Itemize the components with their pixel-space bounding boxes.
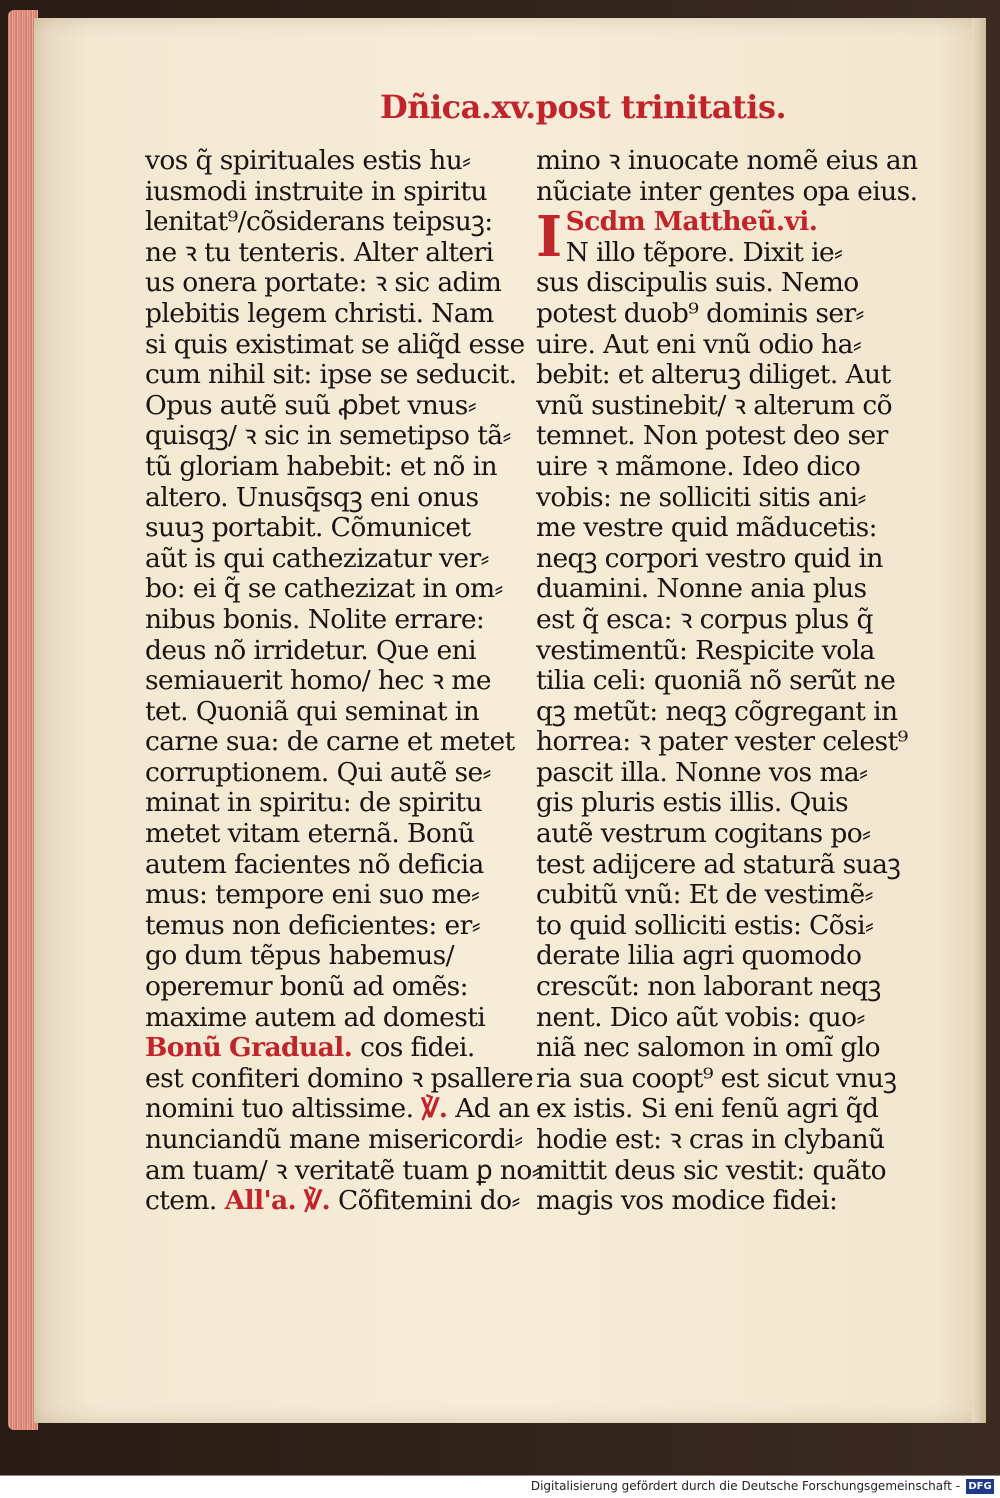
line-text: gis pluris estis illis. Quis <box>536 787 848 819</box>
text-line <box>536 268 876 299</box>
text-line <box>145 391 485 422</box>
line-text: pascit illa. Nonne vos ma⸗ <box>536 756 868 788</box>
line-text: autem facientes nõ deficia <box>145 848 484 880</box>
text-line <box>536 483 876 514</box>
line-text: mino ꝛ inuocate nomẽ eius an <box>536 145 918 176</box>
text-line <box>536 971 881 1003</box>
line-text: vestimentũ: Respicite vola <box>536 634 875 666</box>
line-text: Ad an <box>455 1093 530 1125</box>
digitization-footer <box>0 1475 1000 1498</box>
text-line <box>536 1003 876 1034</box>
line-text: me vestre quid mãducetis: <box>536 512 877 544</box>
line-text: cubitũ vnũ: Et de vestimẽ⸗ <box>536 879 873 911</box>
text-line <box>145 911 485 942</box>
line-text: niã nec salomon in omĩ glo <box>536 1032 880 1064</box>
line-text: cum nihil sit: ipse se seducit. <box>145 359 517 391</box>
line-text: semiauerit homo/ hec ꝛ me <box>145 665 491 697</box>
line-text: cos fidei. <box>360 1032 475 1064</box>
line-text: ria sua coopt⁹ est sicut vnuꝫ <box>536 1062 897 1094</box>
text-line <box>536 238 876 269</box>
text-line <box>145 726 515 758</box>
text-line <box>145 483 485 514</box>
footer-credit: Digitalisierung gefördert durch die Deutsche Forschungsgemeinschaft - <box>530 1479 960 1493</box>
line-text: nibus bonis. Nolite errare: <box>145 603 485 635</box>
text-line <box>145 297 494 330</box>
line-text: autẽ vestrum cogitans po⸗ <box>536 818 871 850</box>
text-line <box>536 452 876 483</box>
line-text: est q̃ esca: ꝛ corpus plus q̃ <box>536 603 873 635</box>
text-line <box>145 665 491 697</box>
text-line <box>536 848 901 881</box>
line-text: nent. Dico aũt vobis: quo⸗ <box>536 1001 865 1033</box>
text-line <box>145 206 493 238</box>
text-line <box>536 389 892 422</box>
line-text: ne ꝛ tu tenteris. Alter alteri <box>145 236 494 268</box>
text-line <box>145 146 485 177</box>
line-text: mittit deus sic vestit: quãto <box>536 1154 886 1186</box>
text-line <box>145 450 497 483</box>
line-text: nomini tuo altissime. <box>145 1093 414 1125</box>
text-line <box>145 267 502 299</box>
text-line <box>536 941 876 972</box>
text-line <box>536 1186 876 1217</box>
line-text: lenitat⁹/cõsiderans teipsuꝫ: <box>145 206 493 238</box>
line-text: horrea: ꝛ pater vester celest⁹ <box>536 726 908 758</box>
line-text: est confiteri domino ꝛ psallere <box>145 1062 534 1094</box>
line-text: tilia celi: quoniã nõ serũt ne <box>536 665 896 697</box>
line-text: quisqꝫ/ ꝛ sic in semetipso tã⸗ <box>145 420 511 452</box>
line-text: iusmodi instruite in spiritu <box>145 175 487 207</box>
line-text: maxime autem ad domesti <box>145 1001 486 1033</box>
line-text: corruptionem. Qui autẽ se⸗ <box>145 756 491 788</box>
text-line <box>145 573 503 605</box>
line-text: uire. Aut eni vnũ odio ha⸗ <box>536 328 862 360</box>
right-text-column <box>536 145 918 1217</box>
line-text: sus discipulis suis. Nemo <box>536 267 859 299</box>
line-text: deus nõ irridetur. Que eni <box>145 634 476 666</box>
line-text: uire ꝛ mãmone. Ideo dico <box>536 450 861 482</box>
line-text: duamini. Nonne ania plus <box>536 573 867 605</box>
line-text: qꝫ metũt: neqꝫ cõgregant in <box>536 695 898 727</box>
rubric-text: ℣. <box>304 1185 331 1217</box>
line-text: crescũt: non laborant neqꝫ <box>536 971 881 1003</box>
text-line <box>145 1185 520 1217</box>
rubric-text: Bonũ <box>145 1032 222 1064</box>
rubric-text: All'a. <box>224 1185 297 1217</box>
line-text: test adijcere ad staturã suaꝫ <box>536 848 901 880</box>
text-line <box>536 1124 885 1156</box>
text-line <box>145 850 485 881</box>
line-text: operemur bonũ ad omẽs: <box>145 971 468 1003</box>
text-line <box>145 513 485 544</box>
text-line <box>536 330 876 361</box>
text-line <box>536 574 876 605</box>
text-line <box>145 420 511 452</box>
text-line <box>536 359 891 391</box>
text-line <box>145 756 491 789</box>
line-text: tet. Quoniã qui seminat in <box>145 695 480 727</box>
text-line <box>536 665 896 697</box>
text-line <box>145 941 485 972</box>
line-text: ctem. <box>145 1185 217 1217</box>
text-line <box>536 1093 879 1125</box>
rubric-text: Scdm Mattheũ.vi. <box>565 206 818 238</box>
line-text: derate lilia agri quomodo <box>536 940 862 972</box>
text-line <box>145 542 489 575</box>
initial-letter: I <box>536 204 562 271</box>
line-text: bo: ei q̃ se cathezizat in om⸗ <box>145 573 503 605</box>
text-line <box>145 1093 530 1125</box>
text-line <box>145 819 485 850</box>
line-text: Opus autẽ suũ ꝓbet vnus⸗ <box>145 389 476 421</box>
line-text: neqꝫ corpori vestro quid in <box>536 542 883 574</box>
text-line <box>145 697 485 728</box>
text-line <box>536 145 918 177</box>
line-text: go dum tẽpus habemus/ <box>145 940 454 972</box>
text-line <box>145 636 485 667</box>
text-line <box>536 880 876 911</box>
text-line <box>145 328 525 361</box>
line-text: tũ gloriam habebit: et nõ in <box>145 450 497 482</box>
line-text: to quid solliciti estis: Cõsi⸗ <box>536 909 874 941</box>
left-text-column <box>145 145 540 1217</box>
text-line <box>145 1154 540 1187</box>
text-line <box>536 819 876 850</box>
line-text: vobis: ne solliciti sitis ani⸗ <box>536 481 866 513</box>
text-line <box>145 236 494 269</box>
text-line <box>145 1033 485 1064</box>
line-text: us onera portate: ꝛ sic adim <box>145 267 502 299</box>
line-text: suuꝫ portabit. Cõmunicet <box>145 512 471 544</box>
text-line <box>536 605 876 636</box>
text-line <box>536 1154 886 1187</box>
text-line <box>145 1124 523 1156</box>
text-line <box>145 1003 485 1034</box>
line-text: hodie est: ꝛ cras in clybanũ <box>536 1124 885 1155</box>
text-line <box>536 1062 897 1095</box>
line-text: potest duob⁹ dominis ser⸗ <box>536 297 864 329</box>
text-line <box>536 788 876 819</box>
page-gutter <box>972 18 986 1423</box>
line-text: mus: tempore eni suo me⸗ <box>145 879 480 911</box>
line-text: plebitis legem christi. Nam <box>145 297 494 329</box>
rubric-text: ℣. <box>421 1093 448 1125</box>
line-text: minat in spiritu: de spiritu <box>145 787 482 819</box>
line-text: N illo tẽpore. Dixit ie⸗ <box>565 236 843 268</box>
line-text: am tuam/ ꝛ veritatẽ tuam ꝑ no⸗ <box>145 1154 540 1186</box>
rubric-text: Gradual. <box>229 1032 353 1064</box>
line-text: Cõfitemini do⸗ <box>337 1185 520 1217</box>
text-line <box>536 513 876 544</box>
text-line <box>145 359 517 391</box>
line-text: vnũ sustinebit/ ꝛ alterum cõ <box>536 389 892 421</box>
text-line <box>536 420 888 452</box>
text-line <box>536 911 876 942</box>
line-text: temnet. Non potest deo ser <box>536 420 888 452</box>
line-text: nũciate inter gentes opa eius. <box>536 175 918 207</box>
line-text: bebit: et alteruꝫ diliget. Aut <box>536 359 891 391</box>
text-line <box>536 726 908 758</box>
text-line <box>536 175 918 208</box>
text-line <box>145 1062 534 1095</box>
text-line <box>145 177 485 208</box>
text-line <box>536 299 876 330</box>
line-text: altero. Unusq̄sqꝫ eni onus <box>145 481 479 513</box>
line-text: ex istis. Si eni fenũ agri q̃d <box>536 1093 879 1125</box>
text-line <box>145 880 485 911</box>
text-line <box>145 605 485 636</box>
text-line <box>536 542 883 575</box>
text-line <box>536 636 876 667</box>
line-text: temus non deficientes: er⸗ <box>145 909 480 941</box>
line-text: aũt is qui cathezizatur ver⸗ <box>145 542 489 574</box>
line-text: metet vitam eternã. Bonũ <box>145 818 475 850</box>
line-text: si quis existimat se aliq̃d esse <box>145 328 525 360</box>
text-line <box>536 1032 880 1064</box>
dfg-logo: DFG <box>966 1479 994 1494</box>
line-text: carne sua: de carne et metet <box>145 726 515 758</box>
line-text: nunciandũ mane misericordi⸗ <box>145 1124 523 1155</box>
line-text: magis vos modice fidei: <box>536 1185 838 1217</box>
text-line <box>536 758 876 789</box>
text-line <box>536 695 898 728</box>
text-line <box>145 788 485 819</box>
text-line <box>145 972 485 1003</box>
running-head: Dñica.xv.post trinitatis. <box>380 88 787 126</box>
line-text: vos q̃ spirituales estis hu⸗ <box>145 145 471 176</box>
